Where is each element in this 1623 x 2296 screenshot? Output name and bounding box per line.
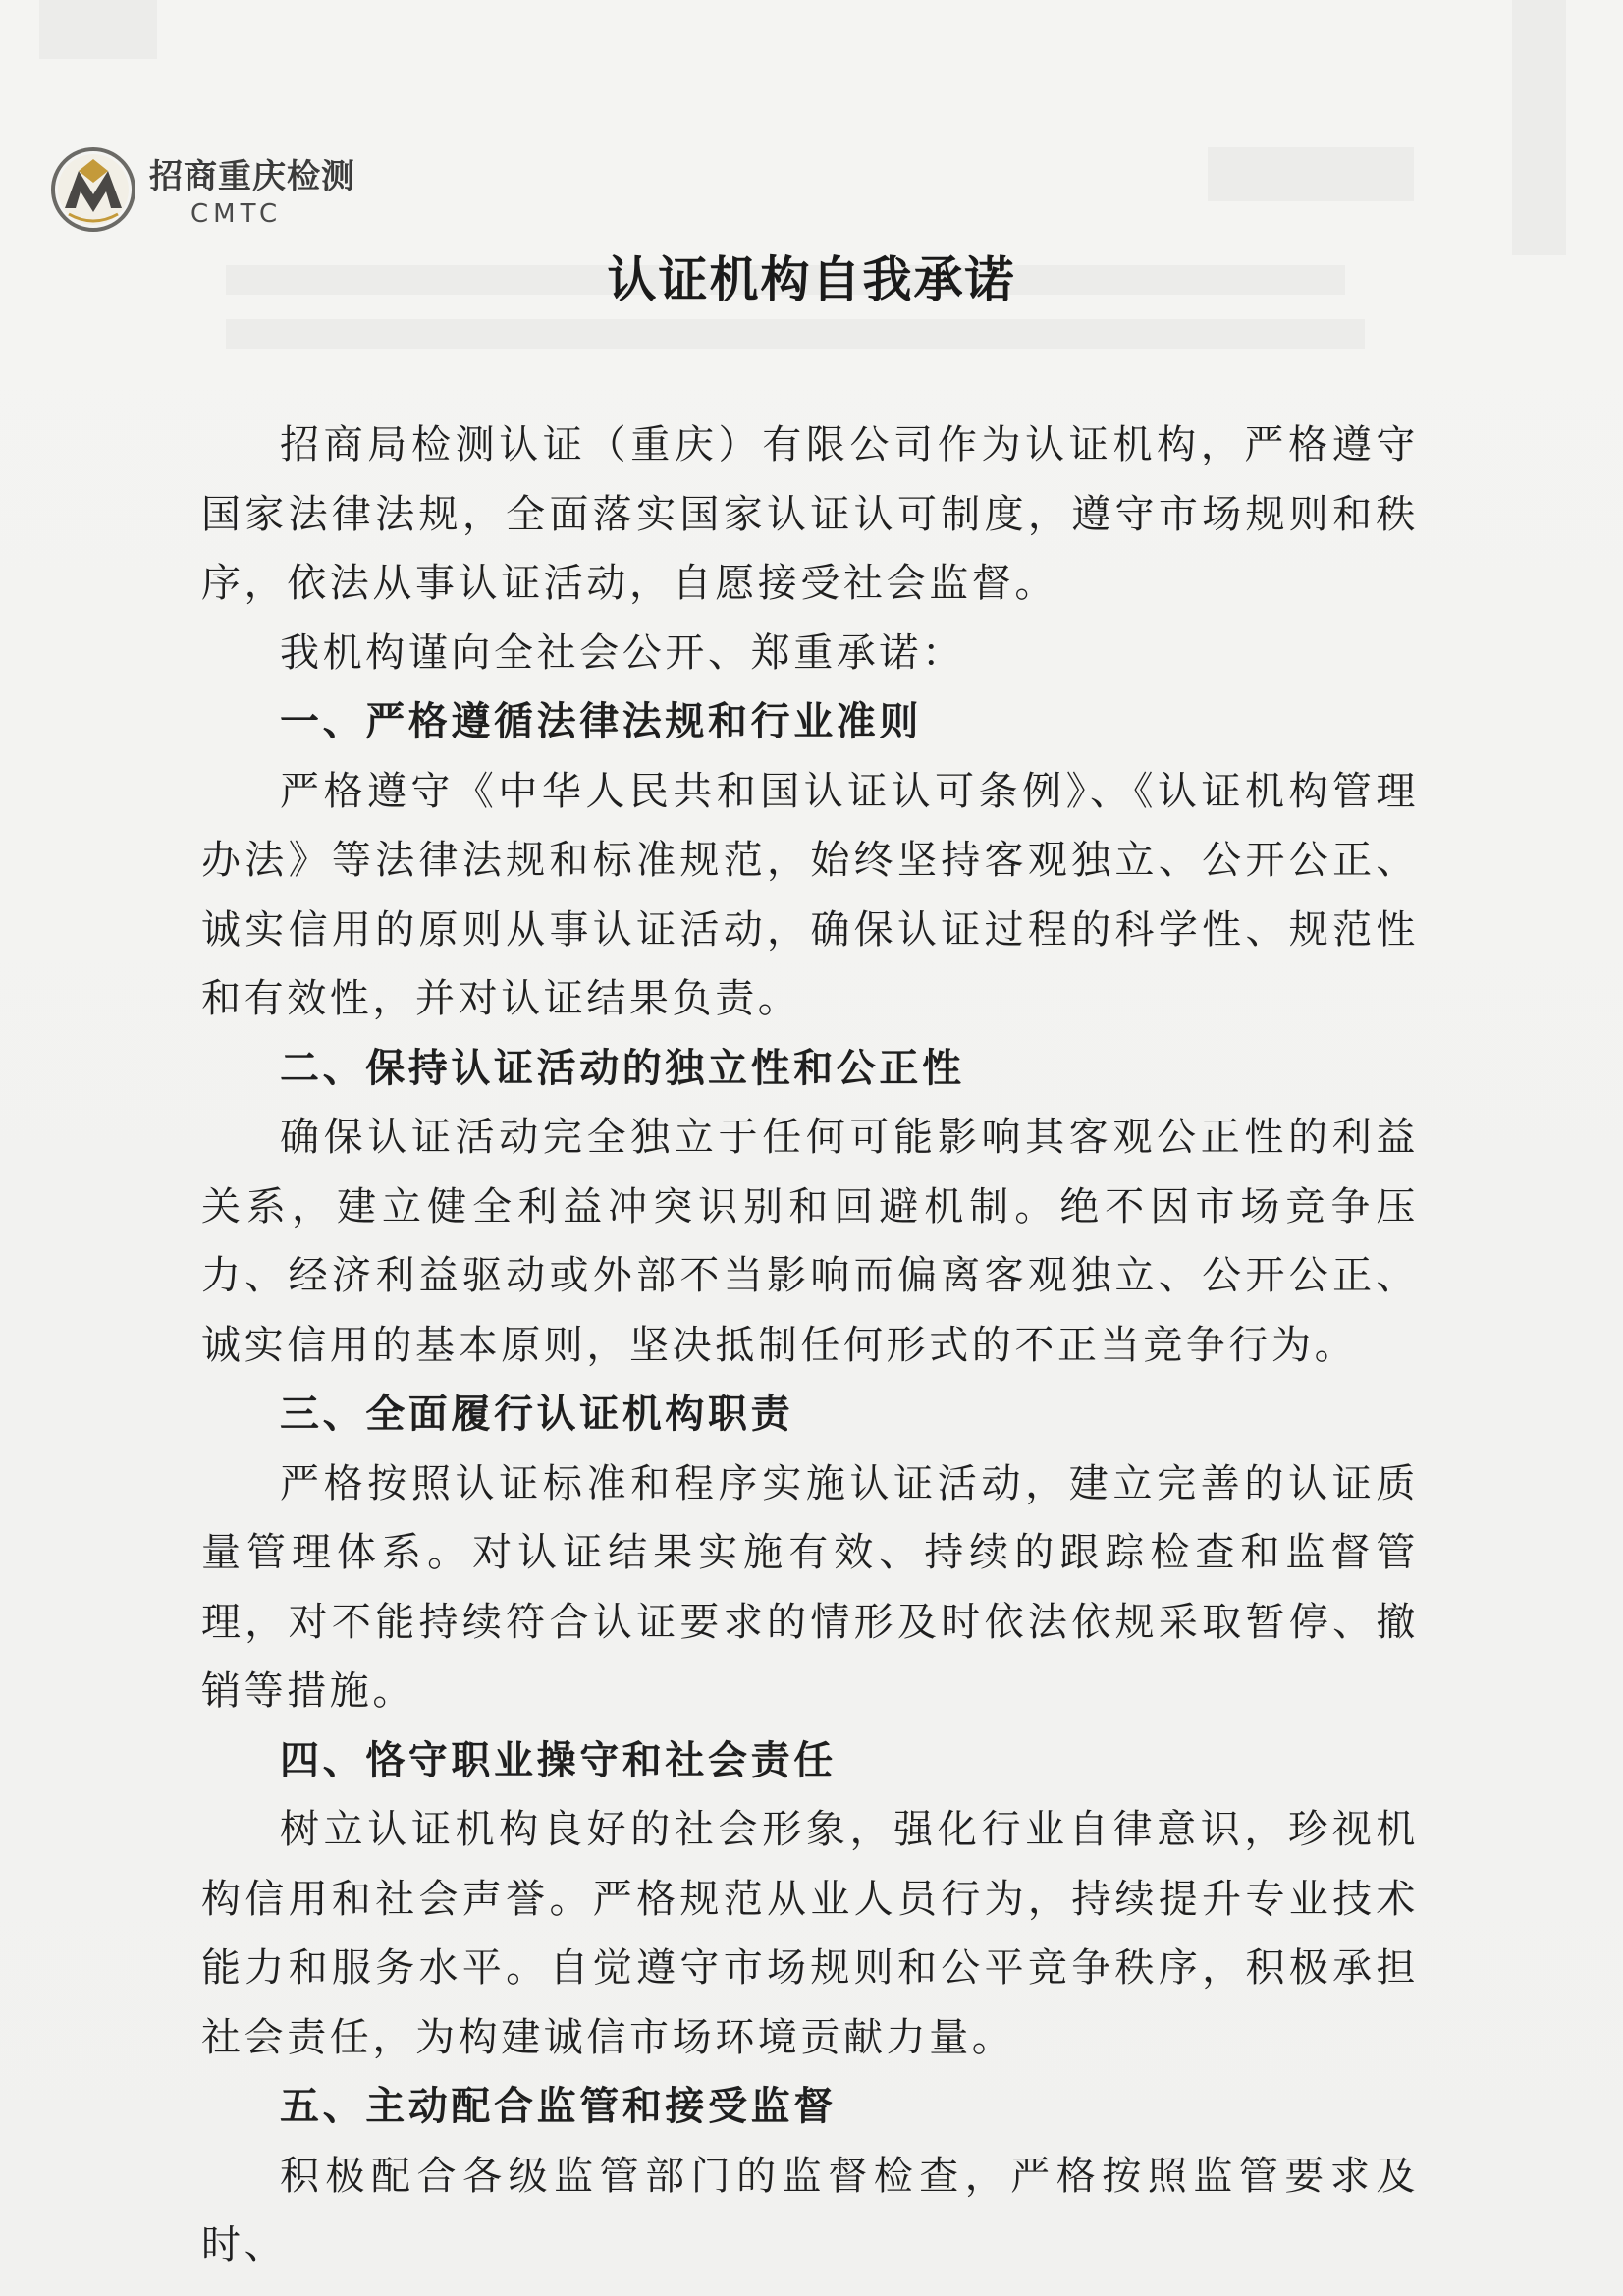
company-logo (49, 142, 355, 236)
section-heading: 二、保持认证活动的独立性和公正性 (280, 1044, 965, 1091)
scan-artifact (1208, 147, 1414, 201)
section-paragraph: 严格遵守《中华人民共和国认证认可条例》、《认证机构管理办法》等法律法规和标准规范，始终坚持客观独立、公开公正、诚实信用的原则从事认证活动，确保认证过程的科学性、规范性和有效性，并对认证结果负责。 (201, 768, 1419, 1021)
section-heading: 一、严格遵循法律法规和行业准则 (280, 698, 922, 744)
scan-artifact (39, 0, 157, 59)
logo-english-name: CMTC (190, 199, 283, 229)
document-body (201, 410, 1419, 2280)
section-paragraph: 严格按照认证标准和程序实施认证活动，建立完善的认证质量管理体系。对认证结果实施有效、持续的跟踪检查和监督管理，对不能持续符合认证要求的情形及时依法依规采取暂停、撤销等措施。 (201, 1460, 1419, 1714)
cmtc-logo-icon (49, 145, 137, 234)
document-title: 认证机构自我承诺 (607, 250, 1016, 308)
section-paragraph: 积极配合各级监管部门的监督检查，严格按照监管要求及时、 (201, 2153, 1419, 2268)
section-heading: 五、主动配合监管和接受监督 (280, 2083, 837, 2129)
section-paragraph: 树立认证机构良好的社会形象，强化行业自律意识，珍视机构信用和社会声誉。严格规范从业人员行为，持续提升专业技术能力和服务水平。自觉遵守市场规则和公平竞争秩序，积极承担社会责任，为构建诚信市场环境贡献力量。 (201, 1807, 1419, 2060)
section-heading: 三、全面履行认证机构职责 (280, 1391, 794, 1437)
scan-artifact (1512, 0, 1566, 255)
section-heading: 四、恪守职业操守和社会责任 (280, 1736, 837, 1783)
logo-chinese-name: 招商重庆检测 (149, 157, 355, 196)
intro-paragraph: 招商局检测认证（重庆）有限公司作为认证机构，严格遵守国家法律法规，全面落实国家认证认可制度，遵守市场规则和秩序，依法从事认证活动，自愿接受社会监督。 (201, 422, 1419, 606)
pledge-intro: 我机构谨向全社会公开、郑重承诺： (280, 629, 965, 676)
section-paragraph: 确保认证活动完全独立于任何可能影响其客观公正性的利益关系，建立健全利益冲突识别和回避机制。绝不因市场竞争压力、经济利益驱动或外部不当影响而偏离客观独立、公开公正、诚实信用的基本原则，坚决抵制任何形式的不正当竞争行为。 (201, 1115, 1419, 1368)
scan-artifact (226, 319, 1365, 349)
